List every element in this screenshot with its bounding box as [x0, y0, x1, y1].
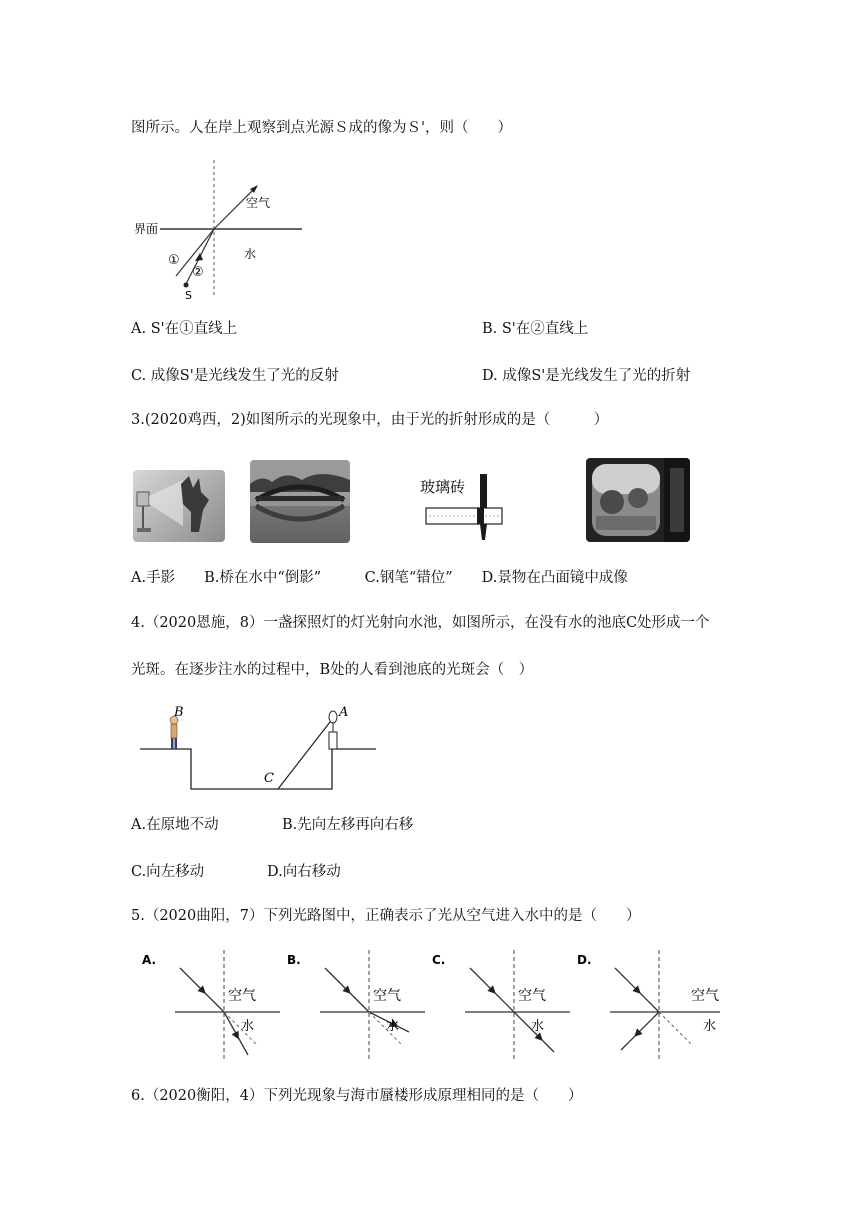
q4-option-d: D.向右移动	[267, 864, 341, 880]
q2-option-b: B. S'在②直线上	[482, 321, 589, 337]
q2-refraction-figure	[130, 160, 310, 305]
diagram-a-water: 水	[241, 1019, 255, 1034]
convex-mirror-image	[586, 458, 690, 542]
point-c-label: C	[264, 771, 274, 786]
diagram-d-air: 空气	[691, 988, 719, 1004]
diagram-c-air: 空气	[518, 988, 546, 1004]
diagram-a	[142, 950, 280, 1062]
q4-option-a: A.在原地不动	[131, 817, 219, 833]
diagram-d-letter: D.	[577, 953, 592, 967]
q4-stem-line2: 光斑。在逐步注水的过程中，B处的人看到池底的光斑会（ ）	[131, 662, 534, 678]
q4-option-b: B.先向左移再向右移	[282, 817, 414, 833]
diagram-a-air: 空气	[228, 988, 256, 1004]
q2-option-c: C. 成像S'是光线发生了光的反射	[131, 368, 339, 384]
diagram-b-air: 空气	[373, 988, 401, 1004]
q2-option-d: D. 成像S'是光线发生了光的折射	[482, 368, 691, 384]
q4-stem-line1: 4.（2020恩施，8）一盏探照灯的灯光射向水池，如图所示，在没有水的池底C处形成一个	[131, 615, 710, 631]
diagram-d	[577, 950, 720, 1062]
glass-brick-label: 玻璃砖	[420, 478, 466, 496]
pool-searchlight-figure	[140, 700, 380, 792]
diagram-c	[432, 950, 570, 1062]
q2-ray2-label: ②	[192, 265, 204, 280]
q3-stem: 3.(2020鸡西，2)如图所示的光现象中，由于光的折射形成的是（ ）	[131, 412, 609, 428]
q5-stem: 5.（2020曲阳，7）下列光路图中，正确表示了光从空气进入水中的是（ ）	[131, 908, 641, 924]
q2-water-label: 水	[244, 247, 257, 261]
hand-shadow-image	[133, 470, 225, 542]
pen-glass-figure	[420, 474, 505, 544]
q3-options: A.手影 B.桥在水中“倒影” C.钢笔“错位” D.景物在凸面镜中成像	[131, 570, 628, 586]
diagram-a-letter: A.	[142, 953, 157, 967]
q2-option-a: A. S'在①直线上	[131, 321, 238, 337]
point-b-label: B	[174, 705, 184, 720]
diagram-c-letter: C.	[432, 953, 446, 967]
point-a-label: A	[339, 705, 349, 720]
diagram-b	[287, 950, 425, 1062]
q2-interface-label: 界面	[134, 222, 159, 236]
diagram-d-water: 水	[703, 1019, 717, 1034]
q6-stem: 6.（2020衡阳，4）下列光现象与海市蜃楼形成原理相同的是（ ）	[131, 1088, 583, 1104]
q4-option-c: C.向左移动	[131, 864, 205, 880]
q5-light-path-diagrams	[140, 950, 720, 1065]
q2-air-label: 空气	[246, 196, 271, 210]
diagram-b-letter: B.	[287, 953, 301, 967]
q2-stem: 图所示。人在岸上观察到点光源Ｓ成的像为Ｓ'，则（ ）	[131, 120, 512, 136]
q2-ray1-label: ①	[168, 253, 180, 268]
bridge-reflection-image	[250, 460, 350, 543]
diagram-b-water: 水	[386, 1019, 400, 1034]
q2-source-label: S	[185, 289, 192, 302]
diagram-c-water: 水	[531, 1019, 545, 1034]
